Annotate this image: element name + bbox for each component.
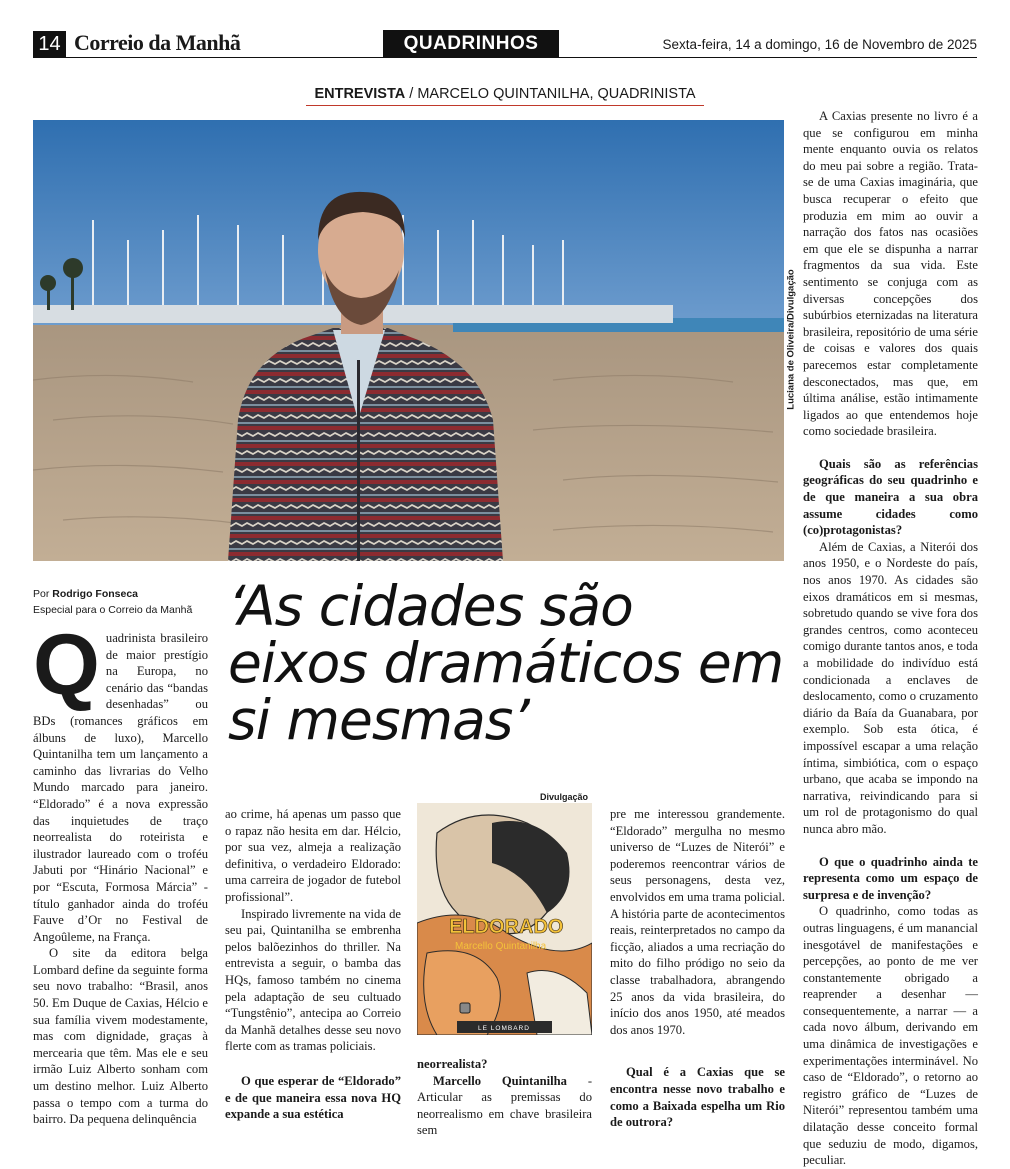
answer-4: O quadrinho, como todas as outras linguagens, é um manancial inesgotável de manifestações e percepções, ao ponto de me ver constantemente obrigado a reaprender a desenhar — consequentemente, a narrar — a cada novo álbum, derivando em uma dinâmica de investigações e experimentações interminável. No caso de “Eldorado”, o retorno ao registro gráfico de “Luzes de Niterói” representou também uma dilatação desse conceito formal que seduziu de modo, digamos, peculiar. — [803, 904, 978, 1168]
book-author: Marcello Quintanilha — [455, 941, 547, 952]
column-2 — [225, 806, 401, 1123]
byline-role: Especial para o Correio da Manhã — [33, 604, 193, 616]
portrait-photo — [33, 120, 784, 561]
column-3 — [417, 1056, 592, 1139]
question-3: Quais são as referências geográficas do seu quadrinho e de que maneira a sua obra assume cidades como (co)protagonistas? — [803, 456, 978, 538]
col1-paragraph-2: O site da editora belga Lombard define da seguinte forma seu novo trabalho: “Brasil, anos 50. Em Duque de Caxias, Hélcio e sua família vivem modestamente, mas com dignidade, graças à mercearia que têm. Mas ele e seu irmão Luiz Alberto sonham com um destino melhor. Luiz Alberto passa o tempo com a turma do bairro. Da pequena delinquência — [33, 946, 208, 1127]
book-cover — [417, 803, 592, 1035]
section-label: QUADRINHOS — [383, 30, 559, 58]
answer-1-continued: pre me interessou grandemente. “Eldorado” mergulha no mesmo universo de “Luzes de Niterói” e poderemos reencontrar vários de seus personagens, desta vez, envolvidos em uma trama policial. A história parte de acontecimentos reais, reinterpretados no campo da ficção, aliados a uma recriação do mito do filho pródigo no seio da classe trabalhadora, abrangendo 25 anos da vida brasileira, do início dos anos 1950, até meados dos anos 1970. — [610, 807, 785, 1037]
col2-paragraph-1: ao crime, há apenas um passo que o rapaz não hesita em dar. Hélcio, por sua vez, almeja a realização definitiva, o verdadeiro Eldorado: uma carreira de jogador de futebol profissional”. — [225, 807, 401, 904]
question-1-end: neorrealista? — [417, 1057, 488, 1071]
question-1-start: O que esperar de “Eldorado” e de que maneira essa nova HQ expande a sua estética — [225, 1073, 401, 1122]
edition-date: Sexta-feira, 14 a domingo, 16 de Novembro de 2025 — [662, 37, 977, 52]
headline: ‘As cidades são eixos dramáticos em si mesmas’ — [228, 574, 784, 752]
kicker-label: ENTREVISTA — [314, 86, 406, 102]
kicker-separator: / — [405, 86, 418, 102]
header-rule — [33, 57, 977, 58]
column-5 — [803, 108, 978, 1169]
cover-credit: Divulgação — [540, 792, 589, 802]
answer-speaker: Marcello Quintanilha — [433, 1073, 567, 1088]
question-4: O que o quadrinho ainda te representa como um espaço de surpresa e de invenção? — [803, 854, 978, 902]
col2-paragraph-2: Inspirado livremente na vida de seu pai, Quintanilha se embrenha pelos balõezinhos do thriller. Na entrevista a seguir, o bamba das HQs, famoso também no cinema pela adaptação de seu cultuado “Tungstênio”, antecipa ao Correio da Manhã detalhes desse seu novo flerte com as tramas policiais. — [225, 906, 401, 1054]
answer-2: A Caxias presente no livro é a que se configurou em minha mente enquanto ouvia os relatos do meu pai sobre a região. Trata-se de uma Caxias imaginária, que busca recuperar o efeito que produzia em mim ao ouvir a narração dos fatos nas ocasiões em que ele se dispunha a narrar fragmentos da sua vida. Este sentimento se conjuga com as diversas concepções dos subúrbios eternizadas na literatura brasileira, repositório de uma série de coisas e valores dos quais parecemos estar completamente desconectados, mas que, em última análise, estão intimamente ligados ao que entendemos hoje como sociedade brasileira. — [803, 109, 978, 439]
byline — [33, 586, 218, 618]
drop-cap: Q — [33, 617, 100, 713]
column-4 — [610, 806, 785, 1131]
page-number: 14 — [33, 31, 66, 57]
book-publisher: LE LOMBARD — [478, 1025, 530, 1032]
col1-paragraph-1: uadrinista brasileiro de maior prestígio na Europa, no cenário das “bandas desenhadas” ou BDs (romances gráficos em álbuns de luxo), Marcello Quintanilha tem um lançamento a caminho das livrarias do Velho Mundo marcado para janeiro. “Eldorado” é a nova expressão das inquietudes de traço neorrealista do roteirista e ilustrador laureado com o troféu Jabuti por “Hinário Nacional” e por “Escuta, Formosa Márcia” - título ganhador ainda do troféu Fauve d’Or no Festival de Angoûleme, na França. — [33, 631, 208, 944]
kicker-subject: MARCELO QUINTANILHA, QUADRINISTA — [417, 86, 696, 102]
byline-author: Rodrigo Fonseca — [52, 588, 139, 600]
question-2: Qual é a Caxias que se encontra nesse novo trabalho e como a Baixada espelha um Rio de outrora? — [610, 1065, 785, 1130]
newspaper-name: Correio da Manhã — [74, 30, 241, 55]
column-1 — [33, 617, 208, 1128]
byline-prefix: Por — [33, 588, 53, 600]
photo-credit: Luciana de Oliveira/Divulgação — [785, 269, 797, 410]
article-kicker — [200, 86, 810, 102]
kicker-underline — [306, 105, 704, 106]
answer-3: Além de Caxias, a Niterói dos anos 1950, e o Nordeste do país, nos anos 1970. As cidades são eixos dramáticos em si mesmas, sobretudo quando se vive fora dos grandes centros, como aconteceu comigo durante tantos anos, e toda a mobilidade do indivíduo está condicionada a enclaves de deslocamento, como o cruzamento diário da Baía da Guanabara, por exemplo. Sob esta ótica, é impossível escapar a uma relação íntima, simbiótica, com o espaço urbano, que acaba se impondo na narrativa, reivindicando para si um rol de protagonismo do qual nunca abro mão. — [803, 539, 978, 836]
answer-1-start: - Articular as premissas do neorrealismo em chave brasileira sem — [417, 1073, 593, 1138]
book-title: ELDORADO — [449, 916, 564, 938]
